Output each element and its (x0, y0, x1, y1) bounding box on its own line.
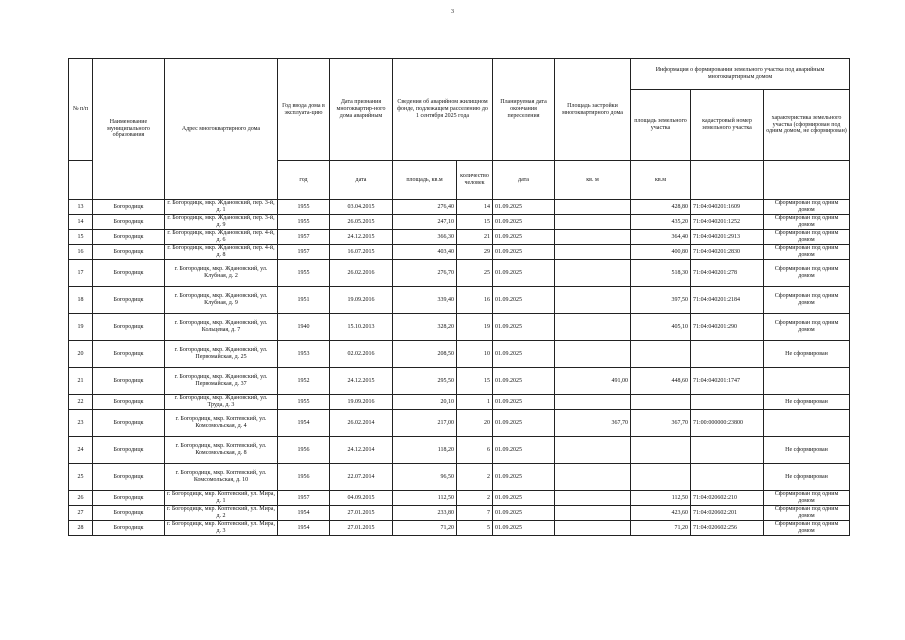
row-area: 276,70 (393, 260, 457, 287)
row-built-area (555, 314, 631, 341)
table-row (69, 410, 850, 437)
unit-characteristic (764, 161, 850, 200)
row-built-area (555, 521, 631, 536)
row-planned-date: 01.09.2025 (493, 260, 555, 287)
row-number: 15 (69, 230, 93, 245)
row-recognition-date: 24.12.2015 (330, 230, 393, 245)
row-land-characteristic (764, 410, 850, 437)
row-address: г. Богородицк, мкр. Ждановский, ул. Клубная, д. 2 (165, 260, 278, 287)
row-year: 1955 (278, 200, 330, 215)
row-recognition-date: 19.09.2016 (330, 395, 393, 410)
row-municipality: Богородицк (93, 410, 165, 437)
unit-built-sqm: кв. м (555, 161, 631, 200)
row-land-characteristic: Не сформирован (764, 395, 850, 410)
row-recognition-date: 27.01.2015 (330, 521, 393, 536)
row-land-area: 405,10 (631, 314, 691, 341)
row-cadastral: 71:04:040201:1747 (691, 368, 764, 395)
row-planned-date: 01.09.2025 (493, 521, 555, 536)
row-recognition-date: 27.01.2015 (330, 506, 393, 521)
row-year: 1957 (278, 491, 330, 506)
row-recognition-date: 22.07.2014 (330, 464, 393, 491)
row-land-area: 448,60 (631, 368, 691, 395)
row-cadastral: 71:04:040201:290 (691, 314, 764, 341)
row-built-area (555, 437, 631, 464)
unit-year: год (278, 161, 330, 200)
row-land-area (631, 464, 691, 491)
row-people: 2 (457, 464, 493, 491)
row-built-area (555, 215, 631, 230)
row-planned-date: 01.09.2025 (493, 341, 555, 368)
row-address: г. Богородицк, мкр. Ждановский, пер. 4-й, д. 8 (165, 245, 278, 260)
header-housing-info: Сведения об аварийном жилищном фонде, подлежащем расселению до 1 сентября 2025 года (393, 59, 493, 161)
table-row (69, 395, 850, 410)
row-built-area (555, 245, 631, 260)
row-address: г. Богородицк, мкр. Коптевский, ул. Комсомольская, д. 4 (165, 410, 278, 437)
row-cadastral (691, 437, 764, 464)
row-year: 1956 (278, 437, 330, 464)
row-municipality: Богородицк (93, 506, 165, 521)
row-cadastral: 71:04:040201:2830 (691, 245, 764, 260)
row-people: 20 (457, 410, 493, 437)
row-people: 5 (457, 521, 493, 536)
row-land-characteristic: Сформирован под одним домом (764, 521, 850, 536)
table-row (69, 287, 850, 314)
row-people: 21 (457, 230, 493, 245)
unit-people: количество человек (457, 161, 493, 200)
row-number: 25 (69, 464, 93, 491)
header-municipality: Наименование муниципального образования (93, 59, 165, 200)
unit-planned-date: дата (493, 161, 555, 200)
row-land-area: 367,70 (631, 410, 691, 437)
row-recognition-date: 02.02.2016 (330, 341, 393, 368)
header-recognition-date: Дата признания многоквартир-ного дома аварийным (330, 59, 393, 161)
row-recognition-date: 16.07.2015 (330, 245, 393, 260)
row-cadastral: 71:04:020602:256 (691, 521, 764, 536)
row-number: 14 (69, 215, 93, 230)
row-planned-date: 01.09.2025 (493, 506, 555, 521)
row-number: 24 (69, 437, 93, 464)
row-area: 339,40 (393, 287, 457, 314)
table-row (69, 464, 850, 491)
table-body (69, 200, 850, 536)
row-people: 19 (457, 314, 493, 341)
row-land-area: 397,50 (631, 287, 691, 314)
header-planned-date: Планируемая дата окончания переселения (493, 59, 555, 161)
row-land-area: 518,30 (631, 260, 691, 287)
row-cadastral: 71:04:040201:278 (691, 260, 764, 287)
row-area: 366,30 (393, 230, 457, 245)
unit-no (69, 161, 93, 200)
row-area: 217,00 (393, 410, 457, 437)
row-year: 1954 (278, 410, 330, 437)
row-area: 20,10 (393, 395, 457, 410)
row-cadastral: 71:04:040201:1252 (691, 215, 764, 230)
row-people: 7 (457, 506, 493, 521)
row-municipality: Богородицк (93, 521, 165, 536)
row-area: 403,40 (393, 245, 457, 260)
header-land-info: Информация о формировании земельного участка под аварийным многоквартирным домом (631, 59, 850, 90)
row-land-characteristic: Не сформирован (764, 464, 850, 491)
row-municipality: Богородицк (93, 368, 165, 395)
table-row (69, 314, 850, 341)
row-built-area (555, 395, 631, 410)
row-planned-date: 01.09.2025 (493, 230, 555, 245)
header-year: Год ввода дома в эксплуата-цию (278, 59, 330, 161)
row-planned-date: 01.09.2025 (493, 464, 555, 491)
row-planned-date: 01.09.2025 (493, 245, 555, 260)
row-area: 96,50 (393, 464, 457, 491)
row-recognition-date: 03.04.2015 (330, 200, 393, 215)
row-land-characteristic (764, 368, 850, 395)
row-built-area (555, 230, 631, 245)
row-people: 29 (457, 245, 493, 260)
row-year: 1952 (278, 368, 330, 395)
row-land-area: 428,80 (631, 200, 691, 215)
table-row (69, 341, 850, 368)
row-address: г. Богородицк, мкр. Ждановский, ул. Клубная, д. 9 (165, 287, 278, 314)
table-row (69, 521, 850, 536)
row-built-area (555, 200, 631, 215)
row-built-area (555, 464, 631, 491)
row-area: 328,20 (393, 314, 457, 341)
row-area: 247,10 (393, 215, 457, 230)
table-row (69, 368, 850, 395)
row-area: 295,50 (393, 368, 457, 395)
row-land-area: 112,50 (631, 491, 691, 506)
row-built-area: 367,70 (555, 410, 631, 437)
row-municipality: Богородицк (93, 287, 165, 314)
row-year: 1953 (278, 341, 330, 368)
row-recognition-date: 26.05.2015 (330, 215, 393, 230)
row-built-area (555, 491, 631, 506)
row-built-area (555, 287, 631, 314)
header-land-area: площадь земельного участка (631, 90, 691, 161)
row-people: 2 (457, 491, 493, 506)
row-address: г. Богородицк, мкр. Коптевский, ул. Мира, д. 3 (165, 521, 278, 536)
row-number: 21 (69, 368, 93, 395)
row-year: 1956 (278, 464, 330, 491)
row-area: 112,50 (393, 491, 457, 506)
row-land-area (631, 395, 691, 410)
row-address: г. Богородицк, мкр. Коптевский, ул. Комсомольская, д. 8 (165, 437, 278, 464)
row-area: 208,50 (393, 341, 457, 368)
row-land-characteristic: Сформирован под одним домом (764, 260, 850, 287)
row-address: г. Богородицк, мкр. Ждановский, пер. 4-й, д. 6 (165, 230, 278, 245)
page-number: 3 (451, 9, 454, 15)
row-cadastral: 71:04:040201:1609 (691, 200, 764, 215)
row-land-area: 71,20 (631, 521, 691, 536)
row-area: 276,40 (393, 200, 457, 215)
header-built-area: Площадь застройки многоквартирного дома (555, 59, 631, 161)
row-municipality: Богородицк (93, 245, 165, 260)
row-land-area: 423,60 (631, 506, 691, 521)
row-number: 16 (69, 245, 93, 260)
header-no: № п/п (69, 59, 93, 161)
row-people: 14 (457, 200, 493, 215)
header-address: Адрес многоквартирного дома (165, 59, 278, 200)
row-number: 20 (69, 341, 93, 368)
table-row (69, 245, 850, 260)
row-planned-date: 01.09.2025 (493, 200, 555, 215)
row-planned-date: 01.09.2025 (493, 491, 555, 506)
table-row (69, 260, 850, 287)
row-area: 71,20 (393, 521, 457, 536)
row-built-area: 491,00 (555, 368, 631, 395)
row-number: 17 (69, 260, 93, 287)
row-year: 1954 (278, 506, 330, 521)
row-year: 1957 (278, 230, 330, 245)
row-municipality: Богородицк (93, 464, 165, 491)
row-land-characteristic: Сформирован под одним домом (764, 230, 850, 245)
table-row (69, 437, 850, 464)
row-number: 18 (69, 287, 93, 314)
table-row (69, 230, 850, 245)
row-planned-date: 01.09.2025 (493, 395, 555, 410)
row-municipality: Богородицк (93, 341, 165, 368)
unit-area: площадь, кв.м (393, 161, 457, 200)
row-address: г. Богородицк, мкр. Ждановский, ул. Труда, д. 3 (165, 395, 278, 410)
row-people: 10 (457, 341, 493, 368)
row-land-characteristic: Сформирован под одним домом (764, 491, 850, 506)
row-people: 15 (457, 368, 493, 395)
row-year: 1951 (278, 287, 330, 314)
table-row (69, 491, 850, 506)
row-planned-date: 01.09.2025 (493, 437, 555, 464)
row-land-characteristic: Сформирован под одним домом (764, 506, 850, 521)
row-land-area (631, 341, 691, 368)
row-land-characteristic: Не сформирован (764, 437, 850, 464)
table-row (69, 506, 850, 521)
row-land-characteristic: Не сформирован (764, 341, 850, 368)
unit-date: дата (330, 161, 393, 200)
row-address: г. Богородицк, мкр. Ждановский, ул. Кольцевая, д. 7 (165, 314, 278, 341)
row-municipality: Богородицк (93, 215, 165, 230)
row-cadastral: 71:04:020602:201 (691, 506, 764, 521)
row-year: 1940 (278, 314, 330, 341)
row-municipality: Богородицк (93, 437, 165, 464)
row-number: 26 (69, 491, 93, 506)
row-number: 27 (69, 506, 93, 521)
row-people: 15 (457, 215, 493, 230)
row-recognition-date: 26.02.2016 (330, 260, 393, 287)
row-recognition-date: 24.12.2014 (330, 437, 393, 464)
row-year: 1957 (278, 245, 330, 260)
row-cadastral (691, 341, 764, 368)
row-land-characteristic: Сформирован под одним домом (764, 314, 850, 341)
row-built-area (555, 260, 631, 287)
row-address: г. Богородицк, мкр. Коптевский, ул. Мира, д. 1 (165, 491, 278, 506)
row-planned-date: 01.09.2025 (493, 314, 555, 341)
row-people: 16 (457, 287, 493, 314)
row-recognition-date: 04.09.2015 (330, 491, 393, 506)
table-row (69, 215, 850, 230)
row-municipality: Богородицк (93, 200, 165, 215)
row-address: г. Богородицк, мкр. Ждановский, ул. Первомайская, д. 25 (165, 341, 278, 368)
row-year: 1955 (278, 395, 330, 410)
row-land-area (631, 437, 691, 464)
row-municipality: Богородицк (93, 230, 165, 245)
unit-land-sqm: кв.м (631, 161, 691, 200)
row-number: 23 (69, 410, 93, 437)
row-municipality: Богородицк (93, 491, 165, 506)
emergency-housing-table (68, 58, 850, 536)
row-cadastral: 71:00:000000:23800 (691, 410, 764, 437)
row-cadastral (691, 464, 764, 491)
row-municipality: Богородицк (93, 260, 165, 287)
row-people: 1 (457, 395, 493, 410)
row-planned-date: 01.09.2025 (493, 215, 555, 230)
row-number: 13 (69, 200, 93, 215)
row-built-area (555, 506, 631, 521)
row-cadastral: 71:04:040201:2913 (691, 230, 764, 245)
row-land-area: 400,80 (631, 245, 691, 260)
row-recognition-date: 19.09.2016 (330, 287, 393, 314)
row-address: г. Богородицк, мкр. Ждановский, пер. 3-й, д. 9 (165, 215, 278, 230)
row-planned-date: 01.09.2025 (493, 287, 555, 314)
row-land-characteristic: Сформирован под одним домом (764, 245, 850, 260)
row-recognition-date: 26.02.2014 (330, 410, 393, 437)
row-land-area: 364,40 (631, 230, 691, 245)
row-address: г. Богородицк, мкр. Коптевский, ул. Комсомольская, д. 10 (165, 464, 278, 491)
row-cadastral: 71:04:040201:2184 (691, 287, 764, 314)
row-built-area (555, 341, 631, 368)
row-number: 19 (69, 314, 93, 341)
row-people: 25 (457, 260, 493, 287)
row-year: 1955 (278, 260, 330, 287)
row-people: 6 (457, 437, 493, 464)
row-cadastral: 71:04:020602:210 (691, 491, 764, 506)
row-land-characteristic: Сформирован под одним домом (764, 200, 850, 215)
row-year: 1954 (278, 521, 330, 536)
row-land-area: 435,20 (631, 215, 691, 230)
row-planned-date: 01.09.2025 (493, 410, 555, 437)
row-recognition-date: 24.12.2015 (330, 368, 393, 395)
row-land-characteristic: Сформирован под одним домом (764, 287, 850, 314)
row-area: 233,80 (393, 506, 457, 521)
row-year: 1955 (278, 215, 330, 230)
row-number: 28 (69, 521, 93, 536)
row-address: г. Богородицк, мкр. Ждановский, пер. 3-й, д. 1 (165, 200, 278, 215)
header-land-characteristic: характеристика земельного участка (сформирован под одним домом, не сформирован) (764, 90, 850, 161)
header-cadastral: кадастровый номер земельного участка (691, 90, 764, 161)
row-address: г. Богородицк, мкр. Коптевский, ул. Мира, д. 2 (165, 506, 278, 521)
unit-cadastral (691, 161, 764, 200)
row-area: 118,20 (393, 437, 457, 464)
row-cadastral (691, 395, 764, 410)
row-municipality: Богородицк (93, 395, 165, 410)
row-municipality: Богородицк (93, 314, 165, 341)
row-number: 22 (69, 395, 93, 410)
row-recognition-date: 15.10.2013 (330, 314, 393, 341)
table-row (69, 200, 850, 215)
row-land-characteristic: Сформирован под одним домом (764, 215, 850, 230)
row-planned-date: 01.09.2025 (493, 368, 555, 395)
row-address: г. Богородицк, мкр. Ждановский, ул. Первомайская, д. 37 (165, 368, 278, 395)
